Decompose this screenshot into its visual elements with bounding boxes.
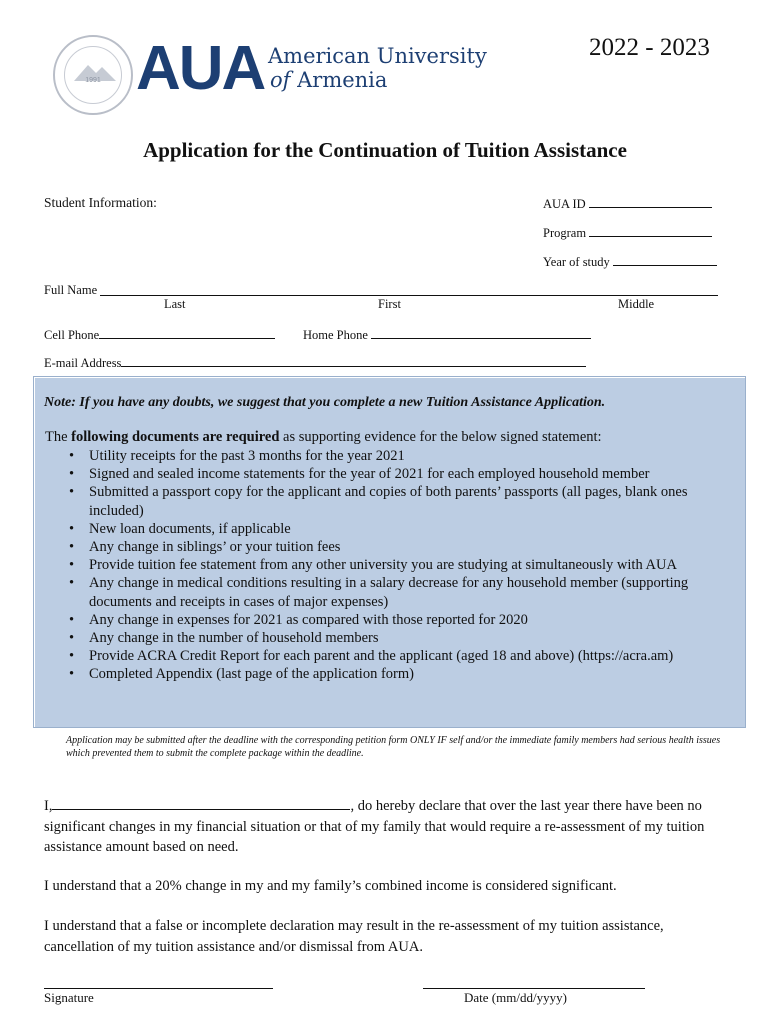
intro-bold: following documents are required — [71, 429, 280, 445]
intro-suffix: as supporting evidence for the below signed statement: — [279, 429, 602, 445]
date-field[interactable] — [423, 988, 645, 989]
required-documents-list — [45, 447, 725, 684]
list-item: • Utility receipts for the past 3 months for the year 2021 — [45, 447, 725, 465]
university-name-of: of — [270, 68, 291, 92]
requirements-intro — [45, 429, 602, 446]
list-item: • Any change in siblings’ or your tuition fees — [45, 538, 725, 556]
name-part-last: Last — [164, 297, 186, 311]
list-item: • Submitted a passport copy for the applicant and copies of both parents’ passports (all pages, blank ones included) — [45, 483, 725, 519]
email-field[interactable] — [121, 354, 586, 367]
declaration-prefix: I, — [44, 798, 53, 814]
list-item: • Provide tuition fee statement from any other university you are studying at simultaneously with AUA — [45, 556, 725, 574]
list-item: • Any change in expenses for 2021 as compared with those reported for 2020 — [45, 611, 725, 629]
email-row — [44, 354, 586, 371]
list-item: • Any change in the number of household members — [45, 629, 725, 647]
university-name-armenia: Armenia — [297, 68, 388, 92]
program-row — [543, 224, 712, 241]
declarant-name-field[interactable] — [52, 795, 350, 810]
program-label: Program — [543, 226, 587, 240]
academic-year: 2022 - 2023 — [589, 34, 710, 61]
list-item: • Provide ACRA Credit Report for each parent and the applicant (aged 18 and above) (https://acra.am) — [45, 647, 725, 665]
aua-logo: AUA — [136, 34, 265, 103]
university-name-line2 — [270, 68, 387, 92]
declaration-paragraph-3: I understand that a false or incomplete declaration may result in the re-assessment of my tuition assistance, cancellation of my tuition assistance and/or dismissal from AUA. — [44, 918, 664, 955]
intro-prefix: The — [45, 429, 72, 445]
year-of-study-field[interactable] — [613, 253, 717, 266]
cell-phone-field[interactable] — [99, 326, 275, 339]
seal-inner-ring — [64, 46, 122, 104]
cell-phone-label: Cell Phone — [44, 328, 100, 342]
home-phone-label: Home Phone — [303, 328, 368, 342]
list-item: • Any change in medical conditions resulting in a salary decrease for any household member (supporting documents and receipts in cases of major expenses) — [45, 574, 725, 610]
aua-id-field[interactable] — [589, 195, 712, 208]
home-phone-field[interactable] — [371, 326, 591, 339]
email-label: E-mail Address — [44, 356, 122, 370]
page-title: Application for the Continuation of Tuition Assistance — [143, 138, 627, 162]
list-item: • Signed and sealed income statements for the year of 2021 for each employed household member — [45, 465, 725, 483]
declaration-paragraph-2: I understand that a 20% change in my and my family’s combined income is considered significant. — [44, 878, 617, 894]
full-name-label: Full Name — [44, 283, 98, 297]
cell-phone-row — [44, 326, 275, 343]
name-part-middle: Middle — [618, 297, 655, 311]
program-field[interactable] — [589, 224, 712, 237]
seal-year: 1991 — [85, 77, 101, 84]
declaration-rest: , do hereby declare that over the last year there have been no significant changes in my financial situation or that of my family that would require a re-assessment of my tuition assistance amount based on need. — [44, 798, 705, 855]
student-info-heading: Student Information: — [44, 195, 157, 210]
full-name-field[interactable] — [100, 295, 718, 296]
signature-label: Signature — [44, 990, 94, 1005]
aua-id-row — [543, 195, 712, 212]
name-part-first: First — [378, 297, 401, 311]
aua-id-label: AUA ID — [543, 197, 586, 211]
signature-field[interactable] — [44, 988, 273, 989]
university-name-line1: American University — [268, 44, 487, 68]
date-label: Date (mm/dd/yyyy) — [464, 990, 567, 1005]
university-seal — [53, 35, 133, 115]
note-title: Note: If you have any doubts, we suggest that you complete a new Tuition Assistance Application. — [44, 395, 606, 410]
list-item: • New loan documents, if applicable — [45, 520, 725, 538]
year-of-study-row — [543, 253, 717, 270]
list-item: • Completed Appendix (last page of the application form) — [45, 665, 725, 683]
year-of-study-label: Year of study — [543, 255, 610, 269]
declaration-paragraph-1 — [44, 795, 734, 858]
home-phone-row — [303, 326, 591, 343]
petition-note: Application may be submitted after the deadline with the corresponding petition form ONLY IF self and/or the immediate family members had serious health issues which prevented them to submit the complete package within the deadline. — [66, 735, 721, 759]
